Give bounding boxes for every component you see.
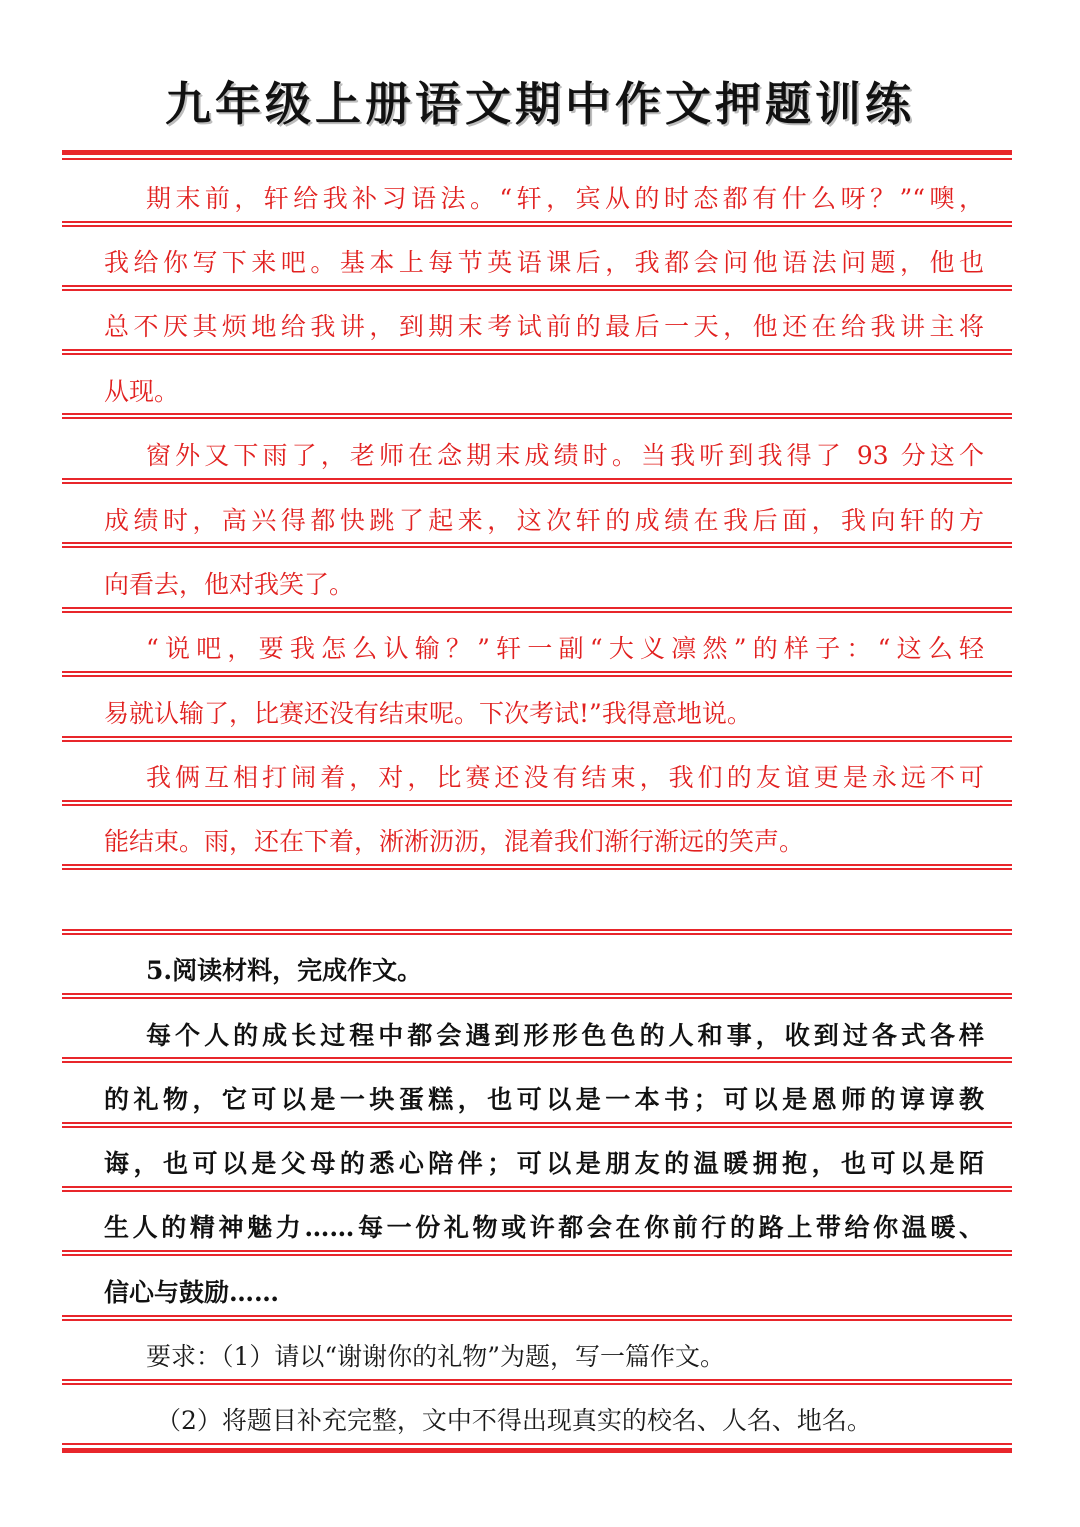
ruled-line (62, 1186, 1012, 1192)
story-line: 成绩时，高兴得都快跳了起来，这次轩的成绩在我后面，我向轩的方 (104, 506, 984, 535)
ruled-line (62, 221, 1012, 227)
material-line: 生人的精神魅力……每一份礼物或许都会在你前行的路上带给你温暖、 (104, 1213, 984, 1242)
ruled-line (62, 413, 1012, 419)
footer-double-rule (62, 1443, 1012, 1453)
ruled-line (62, 478, 1012, 484)
story-line: “说吧，要我怎么认输？”轩一副“大义凛然”的样子：“这么轻 (146, 634, 984, 663)
material-line: 的礼物，它可以是一块蛋糕，也可以是一本书；可以是恩师的谆谆教 (104, 1085, 984, 1114)
story-line: 我给你写下来吧。基本上每节英语课后，我都会问他语法问题，他也 (104, 248, 984, 277)
story-line: 能结束。雨，还在下着，淅淅沥沥，混着我们渐行渐远的笑声。 (104, 827, 805, 856)
ruled-line (62, 1315, 1012, 1321)
ruled-line (62, 800, 1012, 806)
ruled-line (62, 1379, 1012, 1385)
ruled-line (62, 736, 1012, 742)
ruled-line (62, 671, 1012, 677)
ruled-line (62, 607, 1012, 613)
ruled-line (62, 349, 1012, 355)
story-line: 窗外又下雨了，老师在念期末成绩时。当我听到我得了 93 分这个 (146, 441, 984, 470)
requirement-2: （2）将题目补充完整，文中不得出现真实的校名、人名、地名。 (156, 1406, 872, 1435)
header-double-rule (62, 150, 1012, 160)
page-title: 九年级上册语文期中作文押题训练 (165, 77, 915, 131)
material-line: 诲，也可以是父母的悉心陪伴；可以是朋友的温暖拥抱，也可以是陌 (104, 1149, 984, 1178)
ruled-line (62, 993, 1012, 999)
material-line: 每个人的成长过程中都会遇到形形色色的人和事，收到过各式各样 (146, 1021, 984, 1050)
story-line: 我俩互相打闹着，对，比赛还没有结束，我们的友谊更是永远不可 (146, 763, 984, 792)
ruled-line (62, 929, 1012, 935)
ruled-line (62, 864, 1012, 870)
story-line: 向看去，他对我笑了。 (104, 570, 355, 599)
ruled-line (62, 285, 1012, 291)
ruled-line (62, 542, 1012, 548)
requirement-1: 要求：（1）请以“谢谢你的礼物”为题，写一篇作文。 (146, 1342, 725, 1371)
material-line: 信心与鼓励…… (104, 1278, 280, 1307)
ruled-line (62, 1122, 1012, 1128)
prompt-heading: 5.阅读材料，完成作文。 (146, 956, 423, 985)
ruled-line (62, 1250, 1012, 1256)
story-line: 从现。 (104, 377, 180, 406)
story-line: 易就认输了，比赛还没有结束呢。下次考试!”我得意地说。 (104, 699, 752, 728)
story-line: 期末前，轩给我补习语法。“轩，宾从的时态都有什么呀？”“噢， (146, 184, 984, 213)
ruled-line (62, 1057, 1012, 1063)
story-line: 总不厌其烦地给我讲，到期末考试前的最后一天，他还在给我讲主将 (104, 312, 984, 341)
